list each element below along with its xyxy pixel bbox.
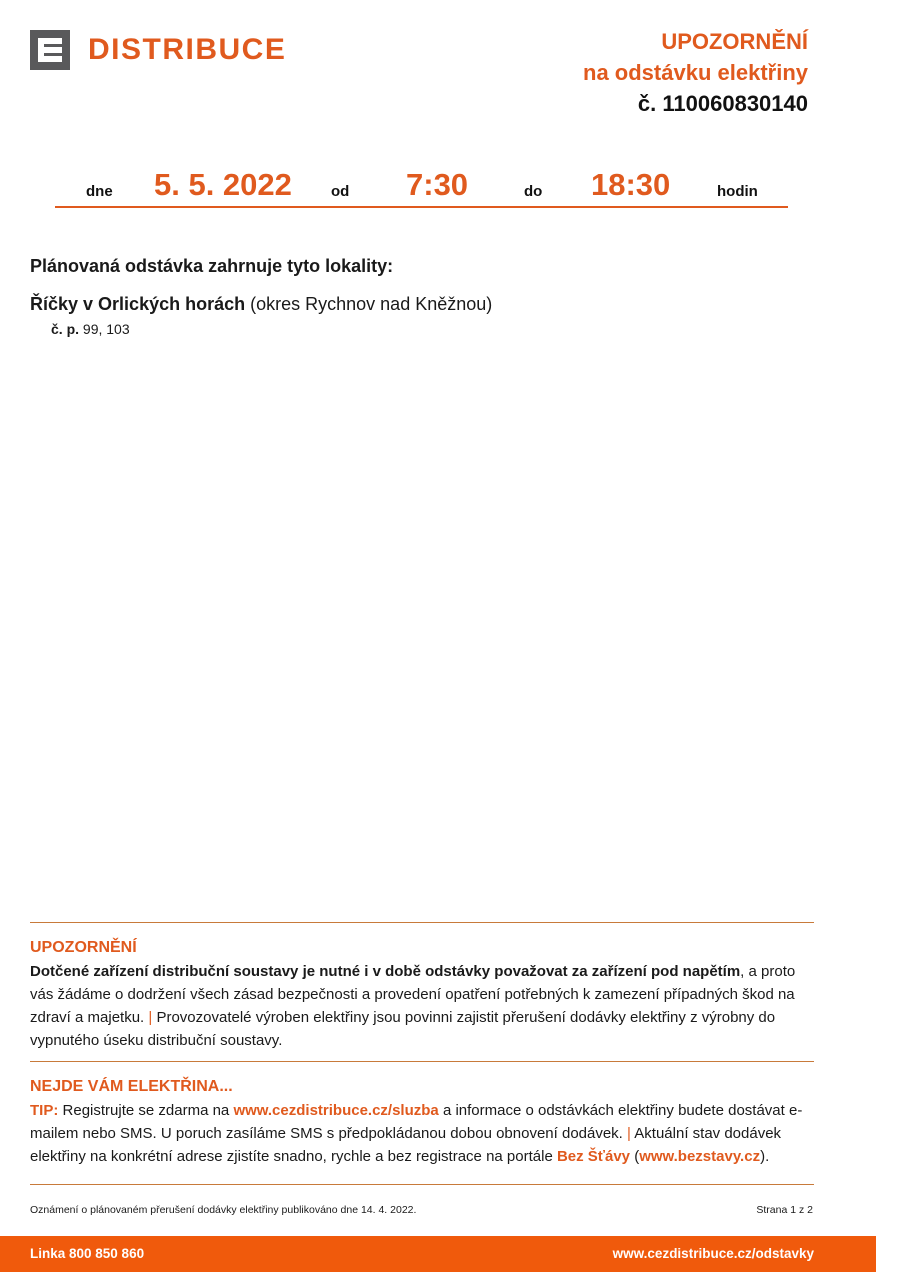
- tip-label: TIP:: [30, 1102, 59, 1119]
- warning-bold-text: Dotčené zařízení distribuční soustavy je nutné i v době odstávky považovat za zařízení pod napětím: [30, 963, 741, 980]
- publication-note: Oznámení o plánovaném přerušení dodávky elektřiny publikováno dne 14. 4. 2022.: [30, 1204, 417, 1216]
- notice-header: [583, 26, 808, 119]
- house-numbers: [51, 321, 130, 337]
- tip-text-2: a informace o odstávkách elektřiny budete dostávat e-mailem nebo SMS. U poruch zasíláme SMS s předpokládanou dobou obnovení dodávek.: [30, 1102, 803, 1142]
- outages-link[interactable]: www.cezdistribuce.cz/odstavky: [612, 1246, 814, 1261]
- time-to: 18:30: [591, 167, 671, 202]
- separator: |: [627, 1125, 631, 1142]
- notice-subtitle: na odstávku elektřiny: [583, 60, 808, 85]
- divider: [30, 1061, 814, 1062]
- house-numbers-label: č. p.: [51, 321, 80, 337]
- location-place: Říčky v Orlických horách: [30, 294, 246, 314]
- tip-title: NEJDE VÁM ELEKTŘINA...: [30, 1078, 233, 1095]
- outage-date-line: [55, 160, 788, 208]
- house-numbers-values: 99, 103: [82, 321, 130, 337]
- outage-date: 5. 5. 2022: [154, 167, 292, 202]
- notice-number: č. 110060830140: [637, 91, 808, 116]
- page-number: Strana 1 z 2: [756, 1204, 813, 1216]
- separator: |: [148, 1009, 153, 1026]
- tip-text: [30, 1099, 820, 1168]
- brand-name: DISTRIBUCE: [88, 33, 287, 66]
- tip-text-3: Aktuální stav dodávek elektřiny na konkrétní adrese zjistíte snadno, rychle a bez registrace na portále: [30, 1125, 782, 1165]
- tip-text-4: (: [634, 1148, 640, 1165]
- label-day: dne: [86, 183, 113, 200]
- company-logo: [30, 30, 286, 70]
- label-hours: hodin: [717, 183, 758, 200]
- portal-name: Bez Šťávy: [556, 1148, 631, 1165]
- tip-text-1: Registrujte se zdarma na: [62, 1102, 230, 1119]
- warning-title: UPOZORNĚNÍ: [30, 939, 137, 956]
- footer-bar: [0, 1236, 876, 1272]
- warning-text-2: Provozovatelé výroben elektřiny jsou povinni zajistit přerušení dodávky elektřiny z výrobny do vypnutého úseku distribuční soustavy.: [30, 1009, 776, 1049]
- warning-text-1: , a proto vás žádáme o dodržení všech zásad bezpečnosti a provedení opatření potřebných k zamezení případných škod na zdraví a majetku.: [30, 963, 796, 1026]
- label-from: od: [331, 183, 350, 200]
- hotline: Linka 800 850 860: [30, 1246, 145, 1261]
- time-from: 7:30: [406, 167, 469, 202]
- portal-link[interactable]: www.bezstavy.cz: [639, 1148, 761, 1165]
- warning-text: [30, 960, 820, 1052]
- registration-link[interactable]: www.cezdistribuce.cz/sluzba: [233, 1102, 439, 1119]
- notice-title: UPOZORNĚNÍ: [661, 29, 808, 54]
- location-entry: [30, 294, 492, 315]
- locations-heading: Plánovaná odstávka zahrnuje tyto lokality:: [30, 256, 394, 276]
- divider: [30, 922, 814, 923]
- logo-mark-icon: [30, 30, 70, 70]
- divider: [30, 1184, 814, 1185]
- location-district: (okres Rychnov nad Kněžnou): [250, 294, 493, 314]
- label-to: do: [524, 183, 543, 200]
- tip-text-5: ).: [760, 1148, 770, 1165]
